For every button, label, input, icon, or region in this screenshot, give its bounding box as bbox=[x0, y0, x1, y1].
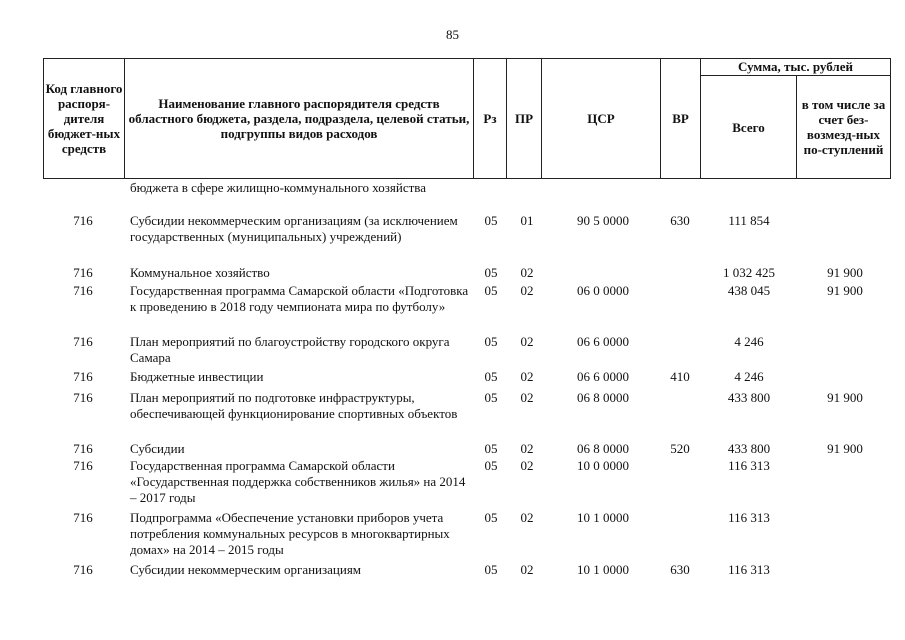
row-0-name: бюджета в сфере жилищно-коммунального хозяйства bbox=[130, 180, 427, 195]
row-3-total: 438 045 bbox=[727, 283, 771, 298]
row-9-name: Подпрограмма «Обеспечение установки приборов учета потребления коммунальных ресурсов в многоквартирных домах» на 2014 – 2015 годы bbox=[130, 510, 450, 557]
header-csr: ЦСР bbox=[587, 110, 615, 126]
header-total: Всего bbox=[732, 119, 765, 135]
row-3-code: 716 bbox=[73, 283, 93, 298]
row-4-csr: 06 6 0000 bbox=[577, 334, 629, 349]
row-2-name: Коммунальное хозяйство bbox=[130, 265, 270, 280]
row-3-rz: 05 bbox=[484, 283, 498, 298]
row-7-free: 91 900 bbox=[827, 441, 863, 456]
row-3-pr: 02 bbox=[520, 283, 534, 298]
row-7-rz: 05 bbox=[484, 441, 498, 456]
row-10-code: 716 bbox=[73, 562, 93, 577]
row-3-csr: 06 0 0000 bbox=[577, 283, 629, 298]
row-6-name: План мероприятий по подготовке инфраструктуры, обеспечивающей функционирование спортивных объектов bbox=[130, 390, 458, 421]
row-6-pr: 02 bbox=[520, 390, 534, 405]
row-6-csr: 06 8 0000 bbox=[577, 390, 629, 405]
row-10-total: 116 313 bbox=[728, 562, 770, 577]
row-2-code: 716 bbox=[73, 265, 93, 280]
row-7-code: 716 bbox=[73, 441, 93, 456]
row-4-name: План мероприятий по благоустройству городского округа Самара bbox=[130, 334, 450, 365]
header-sum: Сумма, тыс. рублей bbox=[738, 59, 853, 74]
row-6-total: 433 800 bbox=[727, 390, 771, 405]
row-10-pr: 02 bbox=[520, 562, 534, 577]
row-2-free: 91 900 bbox=[827, 265, 863, 280]
row-7-name: Субсидии bbox=[130, 441, 185, 456]
row-3-free: 91 900 bbox=[827, 283, 863, 298]
row-2-rz: 05 bbox=[484, 265, 498, 280]
row-7-vr: 520 bbox=[670, 441, 690, 456]
row-1-csr: 90 5 0000 bbox=[577, 213, 629, 228]
row-6-code: 716 bbox=[73, 390, 93, 405]
row-9-code: 716 bbox=[73, 510, 93, 525]
row-7-csr: 06 8 0000 bbox=[577, 441, 629, 456]
row-5-name: Бюджетные инвестиции bbox=[130, 369, 264, 384]
row-8-pr: 02 bbox=[520, 458, 534, 473]
header-vr: ВР bbox=[672, 110, 689, 126]
row-4-total: 4 246 bbox=[734, 334, 764, 349]
row-8-rz: 05 bbox=[484, 458, 498, 473]
row-1-code: 716 bbox=[73, 213, 93, 228]
row-9-rz: 05 bbox=[484, 510, 498, 525]
row-1-rz: 05 bbox=[484, 213, 498, 228]
header-name: Наименование главного распорядителя средств областного бюджета, раздела, подраздела, целевой статьи, подгруппы видов расходов bbox=[128, 95, 470, 141]
row-1-total: 111 854 bbox=[728, 213, 770, 228]
row-5-code: 716 bbox=[73, 369, 93, 384]
page-number: 85 bbox=[446, 27, 459, 42]
row-2-pr: 02 bbox=[520, 265, 534, 280]
row-3-name: Государственная программа Самарской области «Подготовка к проведению в 2018 году чемпионата мира по футболу» bbox=[130, 283, 469, 314]
row-5-rz: 05 bbox=[484, 369, 498, 384]
header-rz: Рз bbox=[483, 110, 497, 126]
row-10-csr: 10 1 0000 bbox=[577, 562, 629, 577]
row-8-name: Государственная программа Самарской области «Государственная поддержка собственников жилья» на 2014 – 2017 годы bbox=[130, 458, 466, 505]
row-1-vr: 630 bbox=[670, 213, 690, 228]
row-10-vr: 630 bbox=[670, 562, 690, 577]
row-6-rz: 05 bbox=[484, 390, 498, 405]
row-7-total: 433 800 bbox=[727, 441, 771, 456]
row-8-total: 116 313 bbox=[728, 458, 770, 473]
row-6-free: 91 900 bbox=[827, 390, 863, 405]
row-4-rz: 05 bbox=[484, 334, 498, 349]
row-8-code: 716 bbox=[73, 458, 93, 473]
row-7-pr: 02 bbox=[520, 441, 534, 456]
row-1-name: Субсидии некоммерческим организациям (за исключением государственных (муниципальных) учреждений) bbox=[130, 213, 458, 244]
row-2-total: 1 032 425 bbox=[723, 265, 775, 280]
row-8-csr: 10 0 0000 bbox=[577, 458, 629, 473]
row-9-csr: 10 1 0000 bbox=[577, 510, 629, 525]
row-9-total: 116 313 bbox=[728, 510, 770, 525]
row-1-pr: 01 bbox=[520, 213, 534, 228]
row-9-pr: 02 bbox=[520, 510, 534, 525]
row-5-pr: 02 bbox=[520, 369, 534, 384]
row-10-name: Субсидии некоммерческим организациям bbox=[130, 562, 362, 577]
row-5-csr: 06 6 0000 bbox=[577, 369, 629, 384]
row-4-pr: 02 bbox=[520, 334, 534, 349]
header-free: в том числе за счет без-возмезд-ных по-ступлений bbox=[801, 97, 886, 157]
row-5-total: 4 246 bbox=[734, 369, 764, 384]
row-10-rz: 05 bbox=[484, 562, 498, 577]
row-5-vr: 410 bbox=[670, 369, 690, 384]
row-4-code: 716 bbox=[73, 334, 93, 349]
header-pr: ПР bbox=[514, 110, 534, 126]
header-code: Код главного распоря-дителя бюджет-ных средств bbox=[45, 80, 123, 156]
